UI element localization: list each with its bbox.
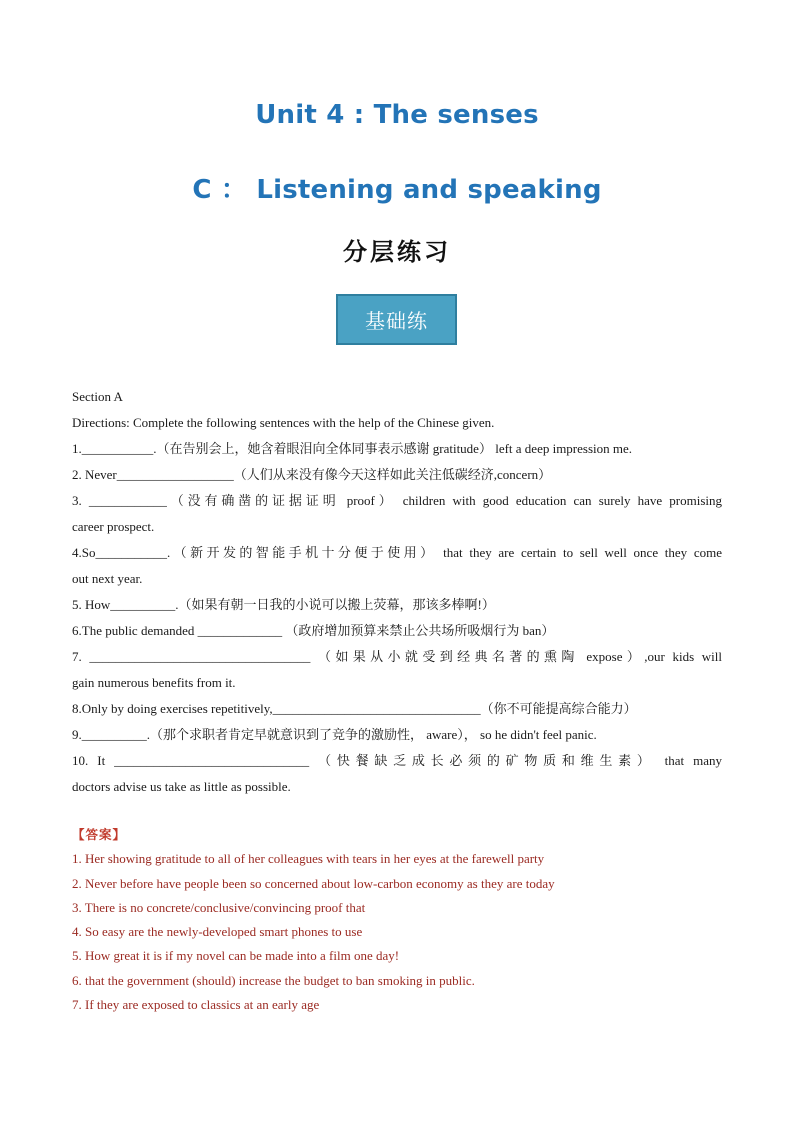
question-line: 9.__________.（那个求职者肯定早就意识到了竞争的激励性， aware）， so he didn't feel panic.: [72, 727, 597, 742]
answer-line: 4. So easy are the newly-developed smart phones to use: [72, 924, 363, 940]
answer-heading: 【答案】: [72, 828, 127, 842]
answer-line: 5. How great it is if my novel can be made into a film one day!: [72, 948, 400, 964]
question-line: 2. Never__________________（人们从来没有像今天这样如此关注低碳经济,concern）: [72, 467, 552, 482]
answer-line: 6. that the government (should) increase the budget to ban smoking in public.: [72, 972, 475, 988]
question-line: 1.___________.（在告别会上，她含着眼泪向全体同事表示感谢 gratitude） left a deep impression me.: [72, 441, 633, 456]
question-line: 8.Only by doing exercises repetitively,________________________________（你不可能提高综合能力）: [72, 701, 637, 716]
question-line: doctors advise us take as little as possible.: [72, 779, 291, 794]
question-line: 3. ____________（没有确凿的证据证明 proof） children with good education can surely have promising: [72, 493, 722, 508]
question-line: career prospect.: [72, 519, 155, 534]
question-line: 10. It ______________________________ （快餐缺乏成长必须的矿物质和维生素） that many: [72, 753, 722, 768]
unit-title: Unit 4 : The senses: [255, 100, 539, 130]
answer-line: 7. If they are exposed to classics at an early age: [72, 997, 320, 1013]
question-line: 7. __________________________________ （如果从小就受到经典名著的熏陶 expose）,our kids will: [72, 649, 722, 664]
question-line: gain numerous benefits from it.: [72, 675, 236, 690]
section-label: Section A: [72, 389, 123, 404]
answer-section: [72, 823, 722, 1017]
answer-line: 2. Never before have people been so concerned about low-carbon economy as they are today: [72, 875, 555, 891]
section-title: C ： Listening and speaking: [192, 175, 602, 205]
exercise-type-title: 分层练习: [343, 237, 451, 266]
question-line: 4.So___________.（新开发的智能手机十分便于使用） that they are certain to sell well once they come: [72, 545, 722, 560]
answer-line: 1. Her showing gratitude to all of her colleagues with tears in her eyes at the farewell party: [72, 851, 545, 867]
question-line: out next year.: [72, 571, 143, 586]
exercise-section: [72, 384, 722, 800]
answer-line: 3. There is no concrete/conclusive/convincing proof that: [72, 899, 366, 915]
question-line: 6.The public demanded _____________ （政府增加预算来禁止公共场所吸烟行为 ban）: [72, 623, 555, 638]
directions: Directions: Complete the following sentences with the help of the Chinese given.: [72, 415, 495, 430]
level-badge: 基础练: [336, 294, 457, 345]
question-line: 5. How__________.（如果有朝一日我的小说可以搬上荧幕，那该多棒啊!）: [72, 597, 495, 612]
